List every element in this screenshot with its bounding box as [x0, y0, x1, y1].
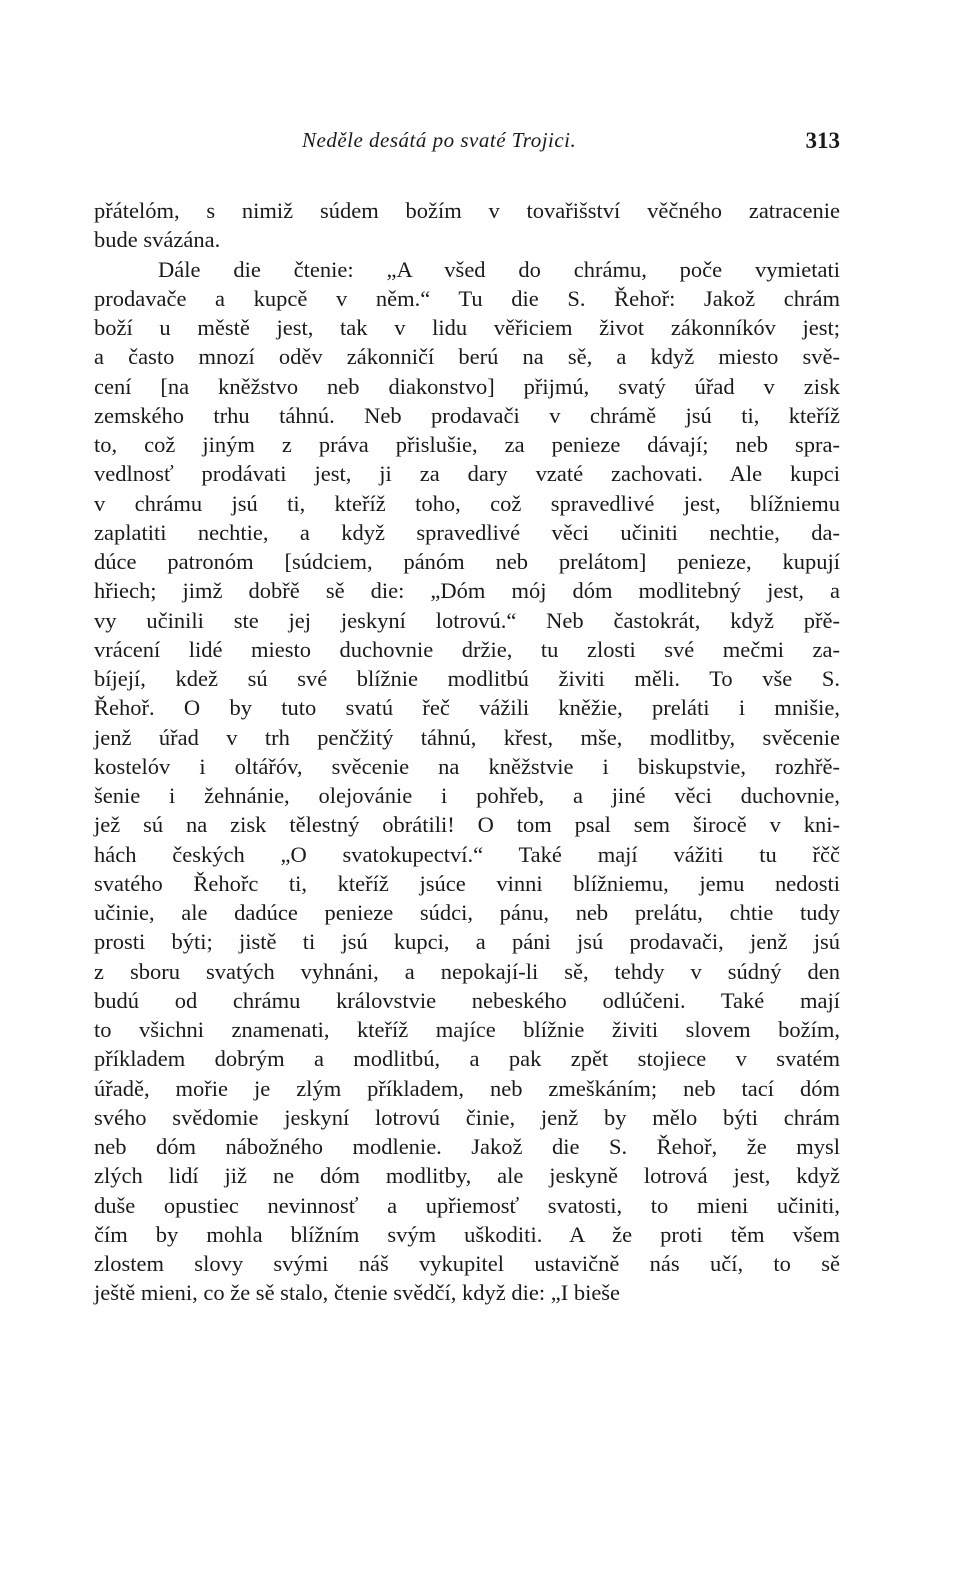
text-line: učinie, ale dadúce penieze súdci, pánu, neb prelátu, chtie tudy — [94, 900, 840, 925]
text-line: prodavače a kupcě v něm.“ Tu die S. Řehoř: Jakož chrám — [94, 285, 840, 311]
page-number: 313 — [805, 128, 840, 153]
text-line: budú od chrámu královstvie nebeského odlúčeni. Také mají — [94, 987, 840, 1013]
text-line: přátelóm, s nimiž súdem božím v tovařišství věčného zatracenie — [94, 198, 840, 223]
text-line: svatého Řehořc ti, kteříž jsúce vinni blížniemu, jemu nedosti — [94, 870, 840, 896]
text-line: z sboru svatých vyhnáni, a nepokají-li sě, tehdy v súdný den — [94, 958, 840, 984]
text-line: ještě mieni, co že sě stalo, čtenie svědčí, když die: „I bieše — [94, 1280, 621, 1306]
text-line: jenž úřad v trh penčžitý táhnú, křest, mše, modlitby, svěcenie — [94, 724, 840, 750]
text-line: bíjejí, kdež sú své blížnie modlitbú živiti měli. To vše S. — [94, 666, 840, 691]
text-line: zlých lidí již ne dóm modlitby, ale jeskyně lotrová jest, když — [94, 1163, 840, 1189]
text-line: úřadě, mořie je zlým příkladem, neb zmeškáním; neb tací dóm — [94, 1075, 840, 1101]
text-line: zlostem slovy svými náš vykupitel ustavičně nás učí, to sě — [94, 1251, 840, 1276]
text-line: boží u městě jest, tak v lidu věřiciem život zákonníkóv jest; — [94, 315, 840, 340]
text-line: svého svědomie jeskyní lotrovú činie, jenž by mělo býti chrám — [94, 1104, 840, 1130]
text-line: příkladem dobrým a modlitbú, a pak zpět stojiece v svatém — [94, 1046, 840, 1072]
text-line: to, což jiným z práva přislušie, za penieze dávají; neb spra- — [94, 432, 840, 457]
text-line: vedlnosť prodávati jest, ji za dary vzaté zachovati. Ale kupci — [94, 461, 840, 487]
body-text — [94, 196, 840, 1308]
text-line: neb dóm nábožného modlenie. Jakož die S. Řehoř, že mysl — [94, 1134, 840, 1159]
text-line: čím by mohla blížním svým uškoditi. A že proti těm všem — [94, 1221, 840, 1247]
text-line: bude svázána. — [94, 227, 221, 253]
text-line: Řehoř. O by tuto svatú řeč vážili kněžie, preláti i mnišie, — [94, 695, 840, 721]
text-line: v chrámu jsú ti, kteříž toho, což spravedlivé jest, blížniemu — [94, 490, 840, 516]
running-head: Neděle desátá po svaté Trojici. — [302, 128, 577, 152]
text-line: to všichni znamenati, kteříž majíce blížnie živiti slovem božím, — [94, 1017, 840, 1042]
text-line: hřiech; jimž dobřě sě die: „Dóm mój dóm modlitebný jest, a — [94, 578, 840, 604]
text-line: dúce patronóm [súdciem, pánóm neb prelátom] penieze, kupují — [94, 549, 840, 574]
text-line: zaplatiti nechtie, a když spravedlivé věci učiniti nechtie, da- — [94, 519, 840, 545]
text-line: vy učinili ste jej jeskyní lotrovú.“ Neb častokrát, když přě- — [94, 607, 840, 633]
text-line: šenie i žehnánie, olejovánie i pohřeb, a jiné věci duchovnie, — [94, 783, 840, 808]
text-line: jež sú na zisk tělestný obrátili! O tom psal sem širocě v kni- — [94, 812, 840, 838]
text-line: duše opustiec nevinnosť a upřiemosť svatosti, to mieni učiniti, — [94, 1192, 840, 1218]
text-line: a často mnozí oděv zákonničí berú na sě, a když miesto svě- — [94, 344, 840, 370]
text-line: prosti býti; jistě ti jsú kupci, a páni jsú prodavači, jenž jsú — [94, 929, 840, 955]
page-header — [96, 122, 840, 162]
text-line: Dále die čtenie: „A všed do chrámu, poče vymietati — [158, 256, 840, 282]
text-line: zemského trhu táhnú. Neb prodavači v chrámě jsú ti, kteříž — [94, 402, 840, 428]
text-line: cení [na kněžstvo neb diakonstvo] přijmú, svatý úřad v zisk — [94, 373, 840, 399]
text-line: kostelóv i oltářóv, svěcenie na kněžstvie i biskupstvie, rozhřě- — [94, 753, 840, 779]
text-line: hách českých „O svatokupectví.“ Také mají vážiti tu řčč — [94, 841, 840, 867]
text-line: vrácení lidé miesto duchovnie držie, tu zlosti své mečmi za- — [94, 636, 840, 662]
